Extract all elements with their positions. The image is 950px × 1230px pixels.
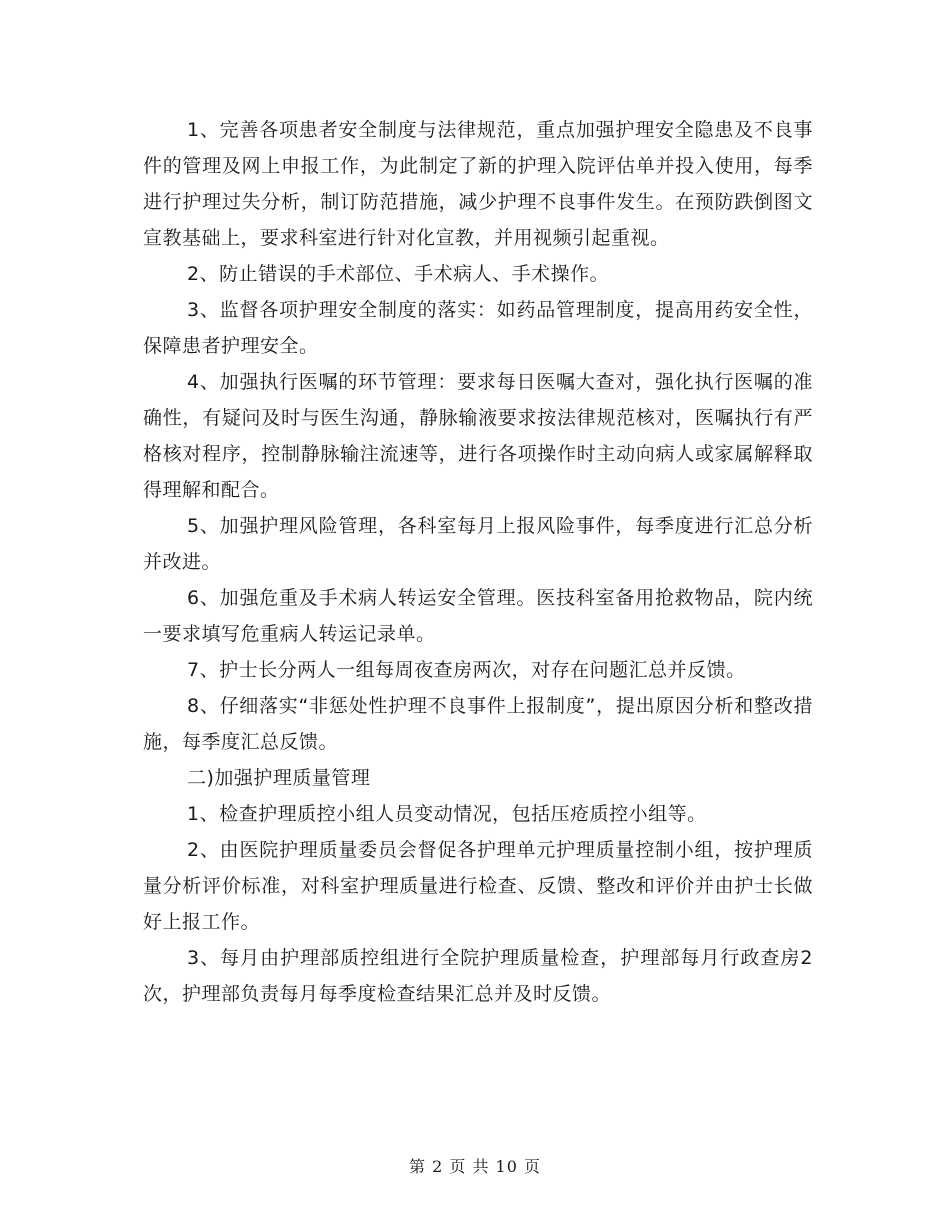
paragraph-2: 2、防止错误的手术部位、手术病人、手术操作。 (187, 263, 610, 285)
document-body (143, 112, 813, 1012)
paragraph-7: 7、护士长分两人一组每周夜查房两次，对存在问题汇总并反馈。 (187, 659, 746, 681)
paragraph-11: 3、每月由护理部质控组进行全院护理质量检查，护理部每月行政查房2次，护理部负责每月每季度检查结果汇总并及时反馈。 (143, 947, 813, 1005)
paragraph-6: 6、加强危重及手术病人转运安全管理。医技科室备用抢救物品，院内统一要求填写危重病人转运记录单。 (143, 587, 813, 645)
paragraph-1: 1、完善各项患者安全制度与法律规范，重点加强护理安全隐患及不良事件的管理及网上申报工作，为此制定了新的护理入院评估单并投入使用，每季进行护理过失分析，制订防范措施，减少护理不良事件发生。在预防跌倒图文宣教基础上，要求科室进行针对化宣教，并用视频引起重视。 (143, 119, 813, 249)
section-heading: 二)加强护理质量管理 (187, 767, 371, 789)
paragraph-4: 4、加强执行医嘱的环节管理：要求每日医嘱大查对，强化执行医嘱的准确性，有疑问及时与医生沟通，静脉输液要求按法律规范核对，医嘱执行有严格核对程序，控制静脉输注流速等，进行各项操作时主动向病人或家属解释取得理解和配合。 (143, 371, 813, 501)
paragraph-8: 8、仔细落实“非惩处性护理不良事件上报制度”，提出原因分析和整改措施，每季度汇总反馈。 (143, 695, 813, 753)
paragraph-10: 2、由医院护理质量委员会督促各护理单元护理质量控制小组，按护理质量分析评价标准，对科室护理质量进行检查、反馈、整改和评价并由护士长做好上报工作。 (143, 839, 813, 933)
paragraph-3: 3、监督各项护理安全制度的落实：如药品管理制度，提高用药安全性，保障患者护理安全。 (143, 299, 813, 357)
paragraph-5: 5、加强护理风险管理，各科室每月上报风险事件，每季度进行汇总分析并改进。 (143, 515, 813, 573)
page-footer: 第 2 页 共 10 页 (409, 1157, 541, 1176)
paragraph-9: 1、检查护理质控小组人员变动情况，包括压疮质控小组等。 (187, 803, 707, 825)
